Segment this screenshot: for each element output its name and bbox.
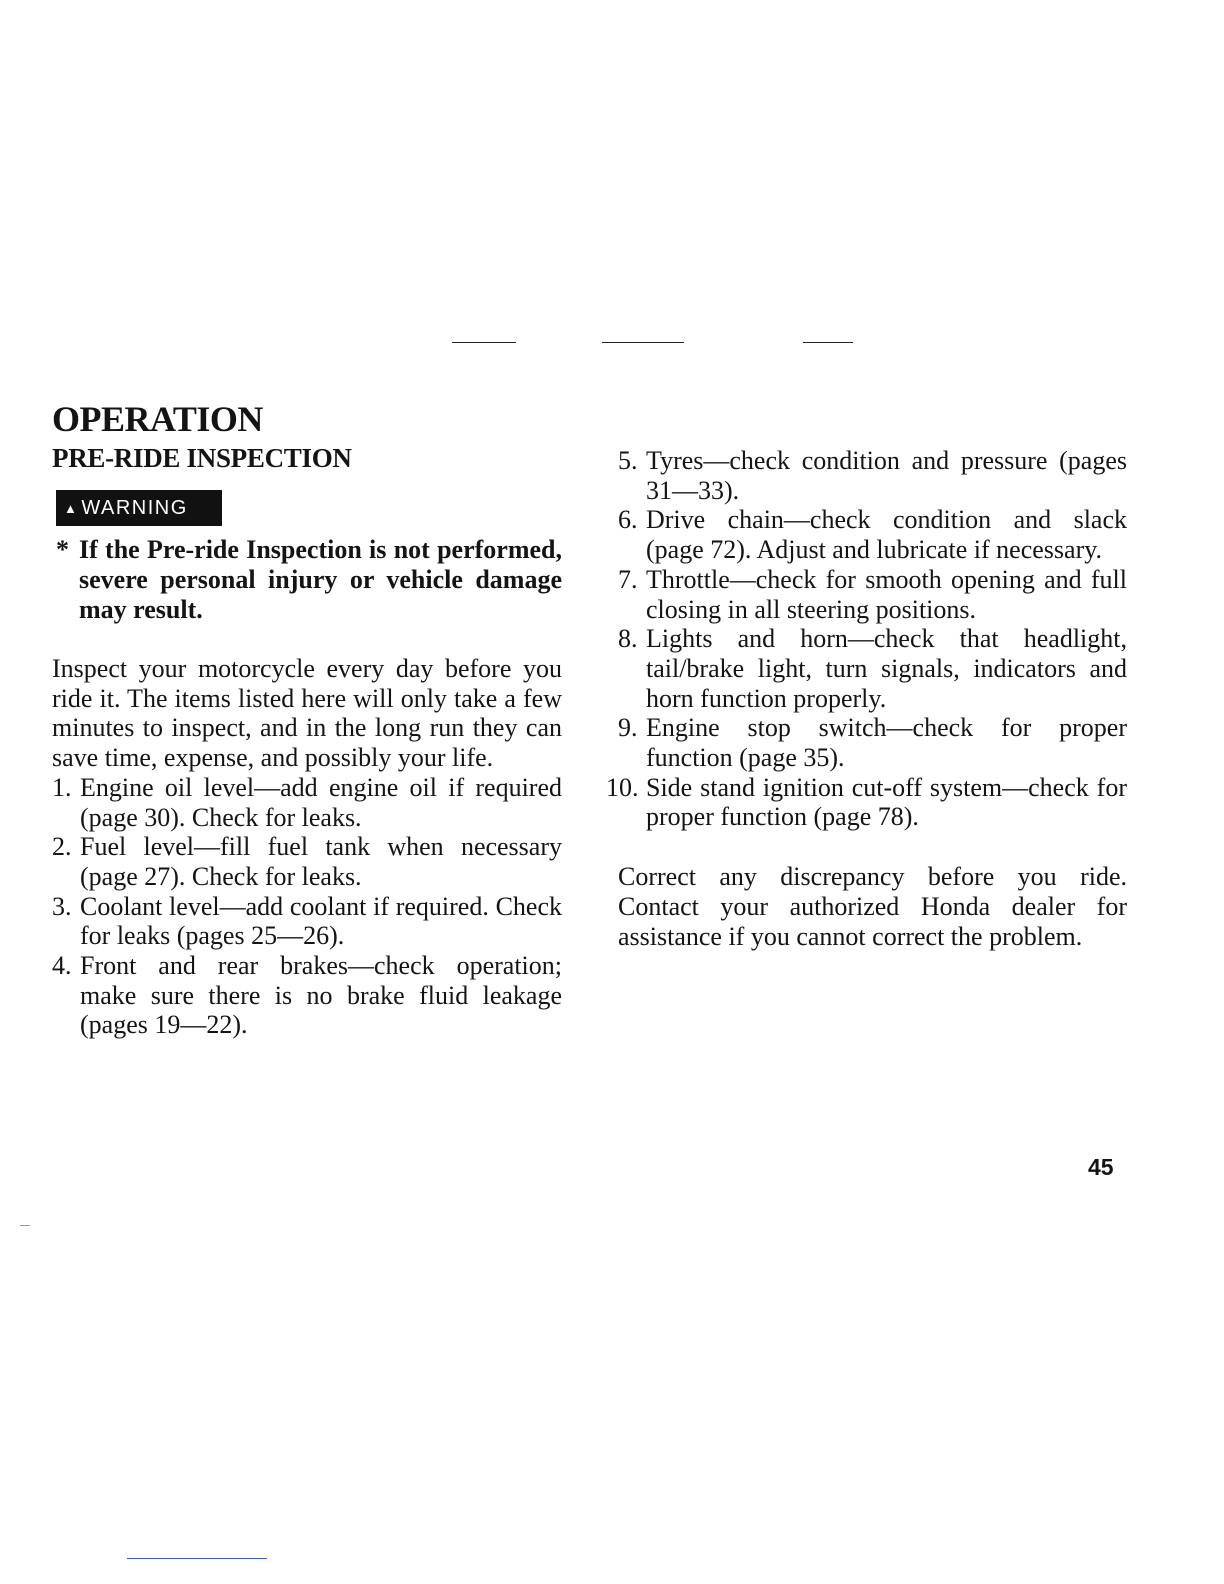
right-column [606, 446, 1127, 951]
checklist-right [606, 446, 1127, 832]
list-item [606, 624, 1127, 713]
item-number: 4. [52, 951, 72, 981]
checklist-left [52, 773, 562, 1040]
item-text: Coolant level—add coolant if required. Check for leaks (pages 25—26). [80, 891, 562, 951]
item-text: Front and rear brakes—check operation; make sure there is no brake fluid leakage (pages 19—22). [80, 951, 562, 1040]
item-number: 10. [606, 772, 639, 802]
item-number: 1. [52, 772, 72, 802]
item-text: Engine oil level—add engine oil if required (page 30). Check for leaks. [80, 772, 562, 832]
header-rule-2 [602, 342, 684, 343]
warning-message [56, 535, 562, 625]
item-number: 7. [618, 564, 638, 594]
list-item [606, 505, 1127, 564]
intro-paragraph: Inspect your motorcycle every day before you ride it. The items listed here will only take a few minutes to inspect, and in the long run they can save time, expense, and possibly your life. [52, 654, 562, 773]
item-text: Tyres—check condition and pressure (pages 31—33). [646, 446, 1127, 505]
subsection-title: PRE-RIDE INSPECTION [52, 443, 352, 473]
list-item [52, 892, 562, 951]
item-text: Fuel level—fill fuel tank when necessary (page 27). Check for leaks. [80, 832, 562, 891]
bottom-rule [127, 1558, 267, 1559]
item-number: 2. [52, 832, 72, 862]
list-item [606, 713, 1127, 772]
item-number: 9. [618, 713, 638, 743]
warning-bullet: * [56, 535, 69, 564]
warning-triangle-icon: ▲ [64, 500, 79, 516]
scan-mark [20, 1225, 30, 1226]
warning-badge [56, 490, 222, 526]
list-item [606, 565, 1127, 624]
header-rule-1 [452, 342, 516, 343]
item-number: 5. [618, 446, 638, 475]
list-item [606, 773, 1127, 832]
list-item [606, 446, 1127, 505]
left-column [52, 654, 562, 1040]
page-number: 45 [1088, 1154, 1114, 1180]
item-number: 6. [618, 505, 638, 535]
list-item [52, 951, 562, 1040]
header-rule-3 [803, 342, 853, 343]
item-number: 3. [52, 891, 72, 921]
item-text: Drive chain—check condition and slack (page 72). Adjust and lubricate if necessary. [646, 505, 1127, 565]
warning-label: WARNING [81, 496, 188, 519]
list-item [52, 832, 562, 891]
item-number: 8. [618, 624, 638, 654]
warning-body: If the Pre-ride Inspection is not performed, severe personal injury or vehicle damage may result. [79, 535, 562, 624]
section-title: OPERATION [52, 399, 263, 439]
item-text: Lights and horn—check that headlight, tail/brake light, turn signals, indicators and horn function properly. [646, 624, 1127, 713]
list-item [52, 773, 562, 832]
item-text: Side stand ignition cut-off system—check for proper function (page 78). [646, 772, 1127, 832]
item-text: Throttle—check for smooth opening and full closing in all steering positions. [646, 564, 1127, 624]
item-text: Engine stop switch—check for proper function (page 35). [646, 713, 1127, 773]
closing-paragraph: Correct any discrepancy before you ride. Contact your authorized Honda dealer for assistance if you cannot correct the problem. [618, 862, 1127, 951]
